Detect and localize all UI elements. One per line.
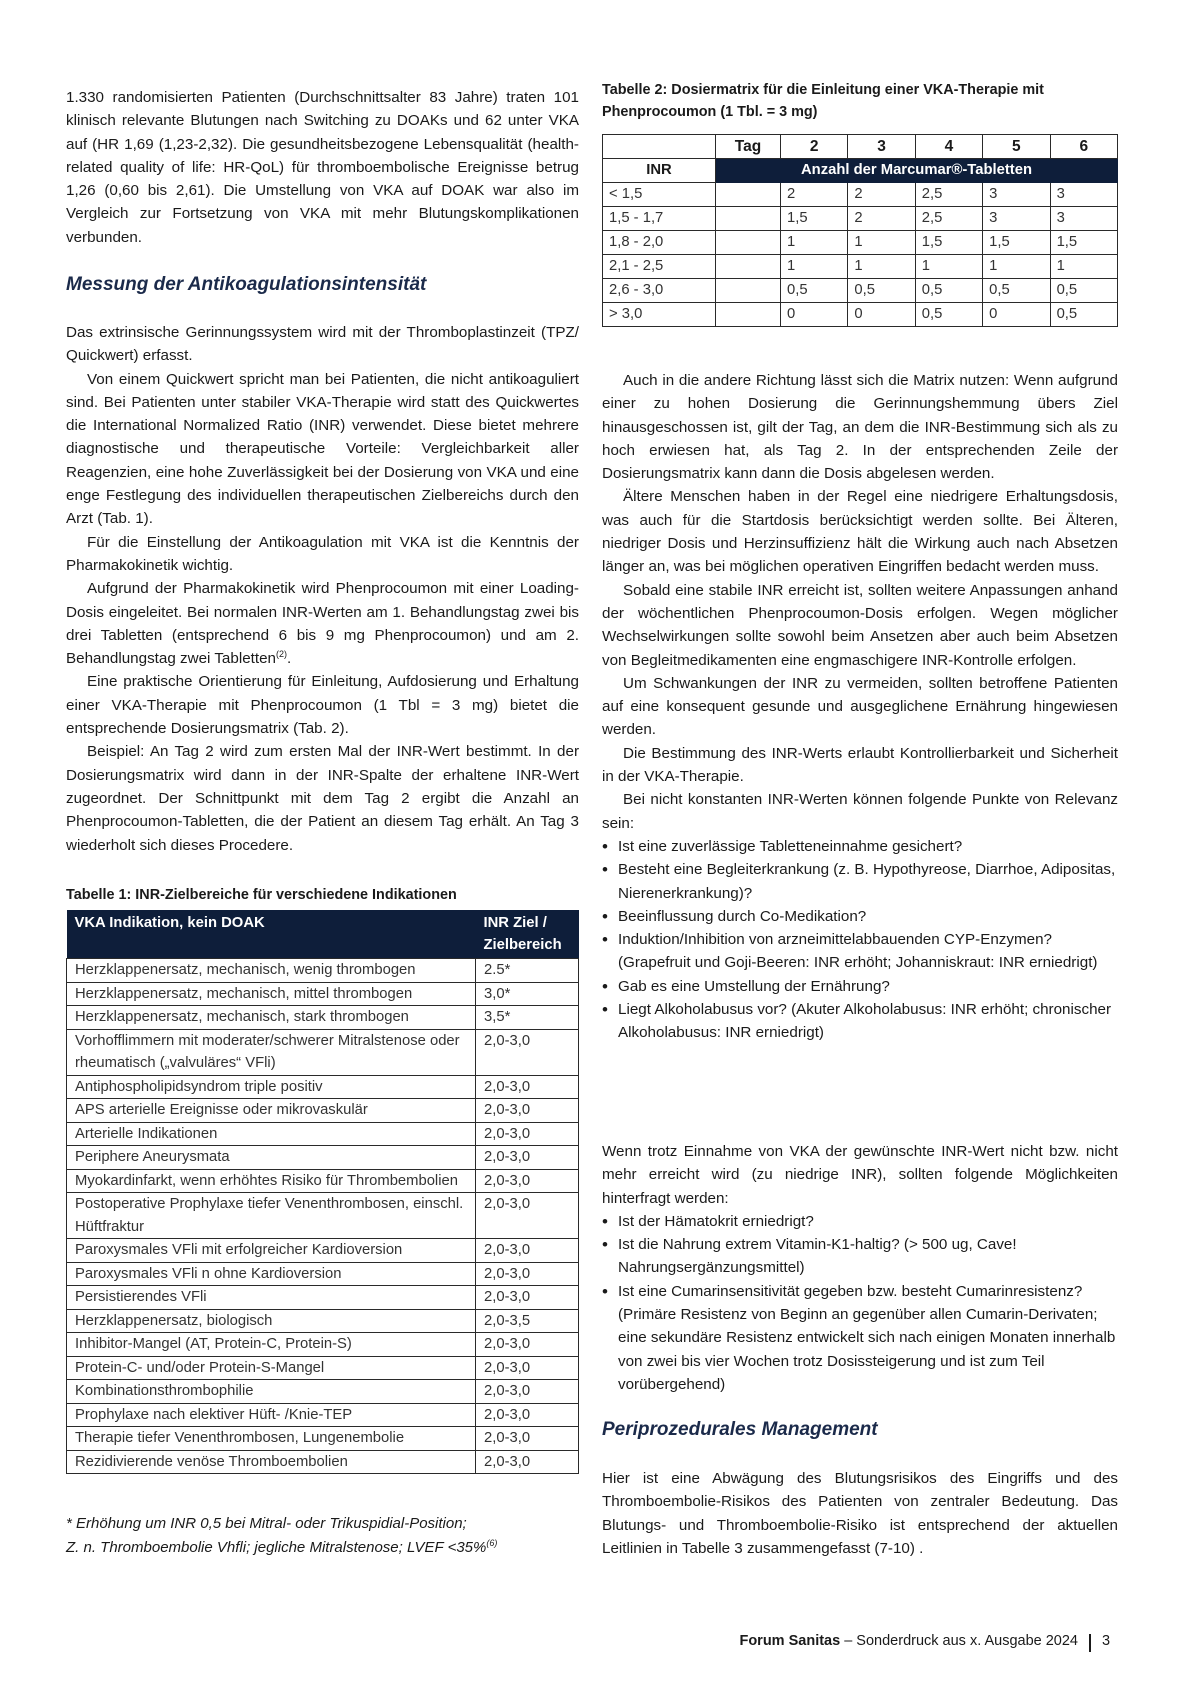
empty-cell (716, 255, 781, 279)
indication-cell: Periphere Aneurysmata (67, 1146, 476, 1170)
inr-range-cell: 2,6 - 3,0 (603, 279, 716, 303)
right-body-text (602, 369, 1118, 1045)
table-row (67, 1403, 579, 1427)
tablet-count-cell: 1 (983, 255, 1050, 279)
inr-target-cell: 2,0-3,0 (476, 1262, 579, 1286)
tablet-count-cell: 0 (848, 303, 915, 327)
table-row (67, 982, 579, 1006)
footnote-line (66, 1536, 579, 1560)
paragraph: Bei nicht konstanten INR-Werten können folgende Punkte von Relevanz sein: (602, 791, 1118, 832)
inr-range-cell: 1,5 - 1,7 (603, 207, 716, 231)
inr-target-cell: 2,0-3,0 (476, 1356, 579, 1380)
journal-name: Forum Sanitas (739, 1633, 841, 1649)
indication-cell: Myokardinfarkt, wenn erhöhtes Risiko für Thrombembolien (67, 1169, 476, 1193)
indication-cell: Herzklappenersatz, biologisch (67, 1309, 476, 1333)
indication-cell: APS arterielle Ereignisse oder mikrovaskulär (67, 1099, 476, 1123)
bullet-item: • Induktion/Inhibition von arzneimittelabbauenden CYP-Enzymen? (Grapefruit und Goji-Beeren: INR erhöht; Johanniskraut: INR erniedrigt) (602, 928, 1118, 975)
table-row (603, 279, 1118, 303)
tablet-count-cell: 3 (983, 183, 1050, 207)
bullet-item: • Besteht eine Begleiterkrankung (z. B. Hypothyreose, Diarrhoe, Adipositas, Nierenerkrankung)? (602, 858, 1118, 905)
measurement-text (66, 321, 579, 857)
table-row (67, 1075, 579, 1099)
tablet-count-cell: 0,5 (983, 279, 1050, 303)
inr-target-cell: 2,0-3,0 (476, 1122, 579, 1146)
inr-range-cell: > 3,0 (603, 303, 716, 327)
table-row (67, 1029, 579, 1075)
paragraph: Sobald eine stabile INR erreicht ist, sollten weitere Anpassungen anhand der wöchentlichen Phenprocoumon-Dosis erfolgen. Wegen möglicher Wechselwirkungen sollte sowohl beim Ansetzen aber auch beim Absetzen von Begleitmedikamenten eine engmaschigere INR-Kontrolle erfolgen. (602, 581, 1118, 669)
bullet-item: • Ist der Hämatokrit erniedrigt? (602, 1210, 1118, 1233)
tablet-count-cell: 1 (848, 255, 915, 279)
paragraph: Eine praktische Orientierung für Einleitung, Aufdosierung und Erhaltung einer VKA-Therapie mit Phenprocoumon (1 Tbl = 3 mg) bietet die entsprechende Dosierungsmatrix (Tab. 2). (66, 673, 579, 738)
table-corner-cell (603, 135, 716, 159)
inr-target-cell: 2,0-3,0 (476, 1099, 579, 1123)
bullet-item: • Ist eine Cumarinsensitivität gegeben bzw. besteht Cumarinresistenz? (Primäre Resistenz von Beginn an gegenüber allen Cumarin-Derivaten; eine sekundäre Resistenz entwickelt sich nach einigen Monaten innerhalb von zwei bis vier Wochen trotz Dosissteigerung und ist zum Teil vorübergehend) (602, 1280, 1118, 1396)
indication-cell: Therapie tiefer Venenthrombosen, Lungenembolie (67, 1427, 476, 1451)
right-body-text-2 (602, 1140, 1118, 1396)
inr-target-cell: 2,0-3,0 (476, 1427, 579, 1451)
inr-target-cell: 2,0-3,0 (476, 1169, 579, 1193)
tablet-count-cell: 2 (781, 183, 848, 207)
tablet-count-cell: 3 (983, 207, 1050, 231)
table-row (67, 1427, 579, 1451)
paragraph: Ältere Menschen haben in der Regel eine niedrigere Erhaltungsdosis, was auch für die Startdosis berücksichtigt werden sollte. Bei Älteren, niedriger Dosis und Herzinsuffizienz hält die Wirkung auch nach Absetzen länger an, was bei möglichen operativen Eingriffen bedacht werden muss. (602, 488, 1118, 576)
indication-cell: Kombinationsthrombophilie (67, 1380, 476, 1404)
indication-cell: Postoperative Prophylaxe tiefer Venenthrombosen, einschl. Hüftfraktur (67, 1193, 476, 1239)
paragraph (66, 577, 579, 670)
table-row (67, 1239, 579, 1263)
paragraph-text: Aufgrund der Pharmakokinetik wird Phenprocoumon mit einer Loading-Dosis eingeleitet. Bei normalen INR-Werten am 1. Behandlungstag zwei bis drei Tabletten (entsprechend 6 bis 9 mg Phenprocoumon) und am 2. Behandlungstag zwei Tabletten (66, 580, 579, 668)
footer-issue: – Sonderdruck aus x. Ausgabe 2024 (840, 1633, 1078, 1649)
table-header-cell: INR (603, 159, 716, 183)
empty-cell (716, 207, 781, 231)
empty-cell (716, 279, 781, 303)
inr-target-cell: 2,0-3,0 (476, 1403, 579, 1427)
tablet-count-cell: 1,5 (1050, 231, 1117, 255)
tablet-count-cell: 0,5 (848, 279, 915, 303)
table-header-cell: 3 (848, 135, 915, 159)
inr-target-cell: 2,0-3,0 (476, 1075, 579, 1099)
inr-target-cell: 2,0-3,0 (476, 1333, 579, 1357)
paragraph: Für die Einstellung der Antikoagulation mit VKA ist die Kenntnis der Pharmakokinetik wichtig. (66, 533, 579, 574)
indication-cell: Herzklappenersatz, mechanisch, stark thrombogen (67, 1006, 476, 1030)
table-subheader-row (603, 159, 1118, 183)
table-row (67, 1309, 579, 1333)
tablet-count-cell: 1 (781, 255, 848, 279)
tablet-count-cell: 2,5 (915, 183, 982, 207)
tablet-count-cell: 0,5 (915, 279, 982, 303)
table-header-cell: VKA Indikation, kein DOAK (67, 910, 476, 959)
citation-ref: (2) (275, 649, 287, 660)
tablet-count-cell: 1 (848, 231, 915, 255)
inr-target-cell: 2,0-3,0 (476, 1239, 579, 1263)
table-row (603, 183, 1118, 207)
paragraph: Die Bestimmung des INR-Werts erlaubt Kontrollierbarkeit und Sicherheit in der VKA-Therapie. (602, 744, 1118, 786)
footer-divider (1089, 1634, 1091, 1652)
tablet-count-cell: 1 (915, 255, 982, 279)
tablet-count-cell: 0 (781, 303, 848, 327)
bullet-list (602, 835, 1118, 1045)
table-row (603, 207, 1118, 231)
table1-caption: Tabelle 1: INR-Zielbereiche für verschiedene Indikationen (66, 887, 457, 903)
citation-ref: (6) (486, 1538, 498, 1548)
tablet-count-cell: 3 (1050, 207, 1117, 231)
table-row (67, 1262, 579, 1286)
indication-cell: Paroxysmales VFli n ohne Kardioversion (67, 1262, 476, 1286)
table-header-cell: 4 (915, 135, 982, 159)
tablet-count-cell: 1,5 (781, 207, 848, 231)
page-number: 3 (1102, 1633, 1111, 1649)
tablet-count-cell: 1 (781, 231, 848, 255)
inr-target-cell: 2,0-3,0 (476, 1380, 579, 1404)
inr-target-cell: 2,0-3,0 (476, 1146, 579, 1170)
inr-range-cell: 2,1 - 2,5 (603, 255, 716, 279)
table-row (67, 1146, 579, 1170)
paragraph-end: . (286, 650, 292, 668)
table2-dosing-matrix (602, 134, 1118, 327)
table-row (67, 1333, 579, 1357)
tablet-count-cell: 0,5 (781, 279, 848, 303)
indication-cell: Protein-C- und/oder Protein-S-Mangel (67, 1356, 476, 1380)
indication-cell: Antiphospholipidsyndrom triple positiv (67, 1075, 476, 1099)
table-row (603, 303, 1118, 327)
indication-cell: Persistierendes VFli (67, 1286, 476, 1310)
empty-cell (716, 183, 781, 207)
inr-target-cell: 2.5* (476, 959, 579, 983)
table-span-header: Anzahl der Marcumar®-Tabletten (716, 159, 1118, 183)
indication-cell: Herzklappenersatz, mechanisch, mittel thrombogen (67, 982, 476, 1006)
tablet-count-cell: 3 (1050, 183, 1117, 207)
indication-cell: Paroxysmales VFli mit erfolgreicher Kardioversion (67, 1239, 476, 1263)
table-row (67, 1122, 579, 1146)
table1-footnote (66, 1512, 579, 1560)
table-row (67, 959, 579, 983)
paragraph: Beispiel: An Tag 2 wird zum ersten Mal der INR-Wert bestimmt. In der Dosierungsmatrix wird dann in der INR-Spalte der erhaltene INR-Wert zugeordnet. Der Schnittpunkt mit dem Tag 2 ergibt die Anzahl an Phenprocoumon-Tabletten, die der Patient an diesem Tag erhält. An Tag 3 wiederholt sich dieses Procedere. (66, 743, 579, 854)
inr-range-cell: < 1,5 (603, 183, 716, 207)
tablet-count-cell: 2,5 (915, 207, 982, 231)
inr-target-cell: 2,0-3,0 (476, 1450, 579, 1474)
tablet-count-cell: 1 (1050, 255, 1117, 279)
table-header-row (603, 135, 1118, 159)
indication-cell: Prophylaxe nach elektiver Hüft- /Knie-TEP (67, 1403, 476, 1427)
section-heading-measurement: Messung der Antikoagulationsintensität (66, 274, 427, 295)
empty-cell (716, 231, 781, 255)
bullet-item: • Ist eine zuverlässige Tabletteneinnahme gesichert? (602, 835, 1118, 858)
table1-inr-target-ranges (66, 910, 579, 1474)
tablet-count-cell: 1,5 (915, 231, 982, 255)
bullet-item: • Gab es eine Umstellung der Ernährung? (602, 975, 1118, 998)
inr-target-cell: 2,0-3,0 (476, 1029, 579, 1075)
table-row (603, 255, 1118, 279)
table-header-cell: 5 (983, 135, 1050, 159)
tablet-count-cell: 0,5 (1050, 303, 1117, 327)
tablet-count-cell: 0,5 (1050, 279, 1117, 303)
table-row (67, 1193, 579, 1239)
intro-paragraph: 1.330 randomisierten Patienten (Durchschnittsalter 83 Jahre) traten 101 klinisch relevante Blutungen nach Switching zu DOAKs und 62 unter VKA auf (HR 1,69 (1,23-2,32). Die gesundheitsbezogene Lebensqualität (health-related quality of life: HR-QoL) für thromboembolische Ereignisse betrug 1,26 (0,60 bis 2,61). Die Umstellung von VKA auf DOAK war also im Vergleich zur Fortsetzung von VKA mit mehr Blutungskomplikationen verbunden. (66, 89, 579, 246)
inr-target-cell: 3,0* (476, 982, 579, 1006)
paragraph: Auch in die andere Richtung lässt sich die Matrix nutzen: Wenn aufgrund einer zu hohen Dosierung die Gerinnungshemmung übers Ziel hinausgeschossen ist, gilt der Tag, an dem die INR-Bestimmung sich als zu hoch erwiesen hat, als Tag 2. In der entsprechenden Zeile der Dosierungsmatrix kann dann die Dosis abgelesen werden. (602, 372, 1118, 483)
inr-range-cell: 1,8 - 2,0 (603, 231, 716, 255)
footer-citation (739, 1633, 1078, 1649)
table-row (67, 1356, 579, 1380)
table-row (67, 1169, 579, 1193)
indication-cell: Herzklappenersatz, mechanisch, wenig thrombogen (67, 959, 476, 983)
bullet-item: • Beeinflussung durch Co-Medikation? (602, 905, 1118, 928)
table-row (67, 1099, 579, 1123)
table-row (67, 1006, 579, 1030)
table-header-cell: 6 (1050, 135, 1117, 159)
table-header-cell: INR Ziel / Zielbereich (476, 910, 579, 959)
indication-cell: Rezidivierende venöse Thromboembolien (67, 1450, 476, 1474)
footnote-text: Z. n. Thromboembolie Vhfli; jegliche Mitralstenose; LVEF <35% (66, 1539, 487, 1556)
table-row (603, 231, 1118, 255)
bullet-item: • Liegt Alkoholabusus vor? (Akuter Alkoholabusus: INR erhöht; chronischer Alkoholabusus: INR erniedrigt) (602, 998, 1118, 1045)
inr-target-cell: 3,5* (476, 1006, 579, 1030)
empty-cell (716, 303, 781, 327)
paragraph: Hier ist eine Abwägung des Blutungsrisikos des Eingriffs und des Thromboembolie-Risikos des Patienten von zentraler Bedeutung. Das Blutungs- und Thromboembolie-Risiko ist entsprechend der aktuellen Leitlinien in Tabelle 3 zusammengefasst (7-10) . (602, 1470, 1118, 1557)
section-heading-periprocedural: Periprozedurales Management (602, 1419, 878, 1440)
inr-target-cell: 2,0-3,0 (476, 1286, 579, 1310)
indication-cell: Inhibitor-Mangel (AT, Protein-C, Protein-S) (67, 1333, 476, 1357)
tablet-count-cell: 0 (983, 303, 1050, 327)
table-row (67, 1286, 579, 1310)
tablet-count-cell: 1,5 (983, 231, 1050, 255)
table-header-cell: Tag (716, 135, 781, 159)
tablet-count-cell: 0,5 (915, 303, 982, 327)
bullet-list (602, 1210, 1118, 1396)
bullet-item: • Ist die Nahrung extrem Vitamin-K1-haltig? (> 500 ug, Cave! Nahrungsergänzungsmittel) (602, 1233, 1118, 1280)
inr-target-cell: 2,0-3,5 (476, 1309, 579, 1333)
indication-cell: Arterielle Indikationen (67, 1122, 476, 1146)
tablet-count-cell: 2 (848, 207, 915, 231)
indication-cell: Vorhofflimmern mit moderater/schwerer Mitralstenose oder rheumatisch („valvuläres“ VFli) (67, 1029, 476, 1075)
paragraph: Von einem Quickwert spricht man bei Patienten, die nicht antikoaguliert sind. Bei Patienten unter stabiler VKA-Therapie wird statt des Quickwertes die International Normalized Ratio (INR) verwendet. Diese bietet mehrere diagnostische und therapeutische Vorteile: Vergleichbarkeit aller Reagenzien, eine hohe Zuverlässigkeit bei der Dosierung von VKA und eine enge Festlegung des individuellen therapeutischen Zielbereichs durch den Arzt (Tab. 1). (66, 370, 579, 528)
paragraph: Das extrinsische Gerinnungssystem wird mit der Thromboplastinzeit (TPZ/ Quickwert) erfasst. (66, 324, 579, 365)
inr-target-cell: 2,0-3,0 (476, 1193, 579, 1239)
paragraph: Wenn trotz Einnahme von VKA der gewünschte INR-Wert nicht bzw. nicht mehr erreicht wird (zu niedrige INR), sollten folgende Möglichkeiten hinterfragt werden: (602, 1143, 1118, 1207)
table-row (67, 1380, 579, 1404)
table-header-row (67, 910, 579, 959)
paragraph: Um Schwankungen der INR zu vermeiden, sollten betroffene Patienten auf eine konsequent gesunde und ausgeglichene Ernährung hingewiesen werden. (602, 674, 1118, 739)
footnote-line: * Erhöhung um INR 0,5 bei Mitral- oder Trikuspidial-Position; (66, 1515, 467, 1532)
tablet-count-cell: 2 (848, 183, 915, 207)
table-header-cell: 2 (781, 135, 848, 159)
table2-caption: Tabelle 2: Dosiermatrix für die Einleitung einer VKA-Therapie mit Phenprocoumon (1 Tbl. = 3 mg) (602, 82, 1044, 120)
table-row (67, 1450, 579, 1474)
